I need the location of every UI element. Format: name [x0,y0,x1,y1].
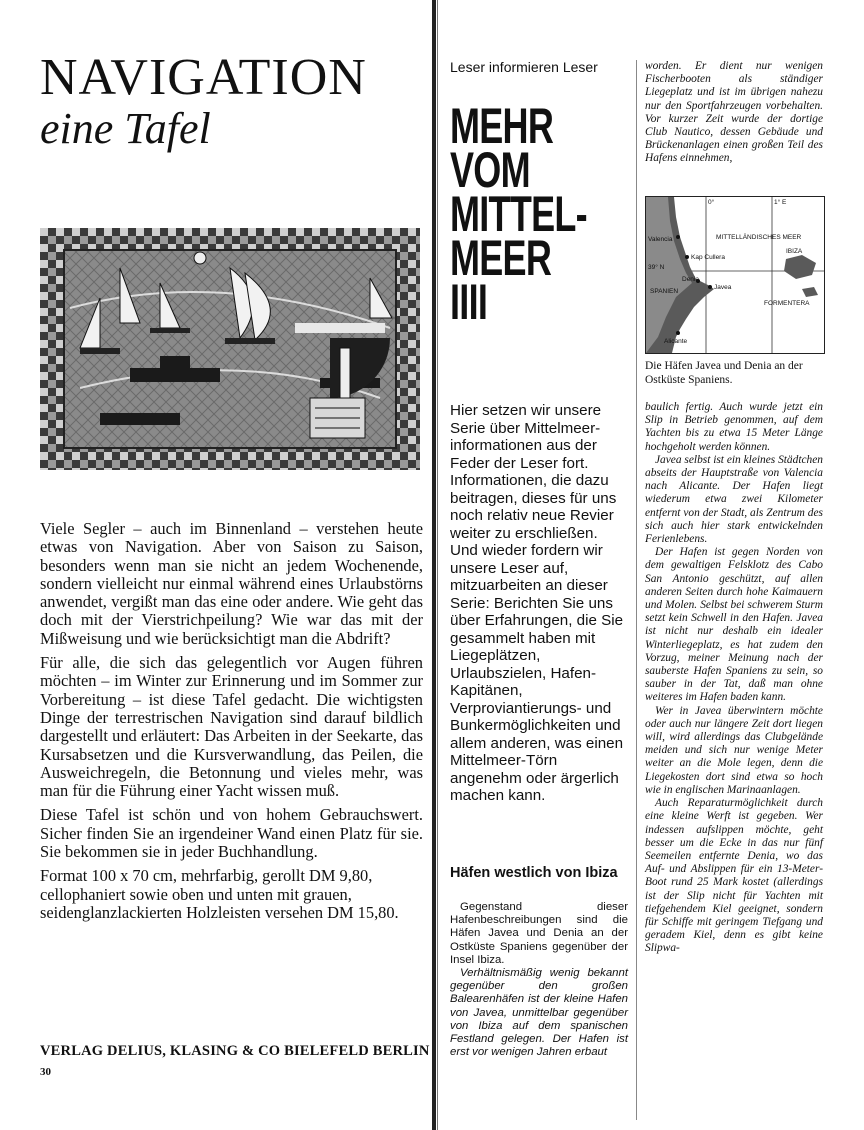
column-paragraph: Wer in Javea überwintern möchte oder auch nur längere Zeit dort liegen will, wird allerdings das Clubgelände meiden und sich nur wenige Meter weiter an die Mole legen, denn die Liegekosten dort sind etwa so hoch wie in englischen Marinaanlagen. [645,704,823,796]
map-place-label: Denia [682,276,699,283]
map-sea-label: MITTELLÄNDISCHES MEER [716,234,802,241]
map-place-label: Javea [714,284,732,291]
column-paragraph: Auch Reparaturmöglichkeit durch eine kleine Werft ist gegeben. Wer indessen aufslippen möchte, geht besser um die Ecke in das nur fünf Seemeilen entfernte Denia, wo das Auf- und Abslippen für ein 13-Meter-Boot rund 25 Mark kostet (allerdings ist der Slip nicht für Yachten mit tiefgehendem Kiel geeignet, sondern für Schiffe mit geringem Tiefgang und geradem Kiel, denn es gibt keine Slipwa- [645,797,823,955]
column-paragraph: Gegenstand dieser Hafenbeschreibungen sind die Häfen Javea und Denia an der Ostküste Spaniens gegenüber der Insel Ibiza. [450,901,628,966]
column-paragraph: Der Hafen ist gegen Norden von dem gewaltigen Felsklotz des Cabo San Antonio geschützt, auf allen anderen Seiten durch hohe Kaimauern und Molen. Selbst bei schwerem Sturm setzt kein Schwell in den Hafen. Javea ist nicht nur deshalb ein idealer Winterliegeplatz, es hat zudem den Vorzug, meiner Meinung nach der sauberste Hafen Spaniens zu sein, so sauber in der Tat, daß man ohne weiteres im Hafen baden kann. [645,546,823,704]
headline-line: MEHR [450,98,554,154]
publisher-line: VERLAG DELIUS, KLASING & CO BIELEFELD BERLIN [40,1043,430,1059]
section-kicker: Leser informieren Leser [450,59,598,75]
left-paragraph: Format 100 x 70 cm, mehrfarbig, gerollt DM 9,80, cellophaniert sowie oben und unten mit grauen, seidenglanzlackierten Holzleisten versehen DM 15,80. [40,866,399,922]
column-paragraph: Verhältnismäßig wenig bekannt gegenüber den großen Balearenhäfen ist der kleine Hafen von Javea, unmittelbar gegenüber von Ibiza auf dem spanischen Festland gelegen. Der Hafen ist erst vor wenigen Jahren erbaut [450,967,628,1059]
map-caption: Die Häfen Javea und Denia an der Ostküste Spaniens. [645,360,803,386]
headline-line: IIII [450,274,488,330]
article-headline [450,98,587,330]
article-intro: Hier setzen wir unsere Serie über Mittelmeer-informationen aus der Feder der Leser fort. Informationen, die dazu beitragen, dieses für uns noch relativ neue Revier weiter zu erschließen. Und wieder fordern wir unsere Leser auf, mitzuarbeiten an dieser Serie: Berichten Sie uns über Erfahrungen, die Sie gesammelt haben mit Liegeplätzen, Urlaubszielen, Hafen-Kapitänen, Verproviantierungs- und Bunkermöglichkeiten und allem anderen, was einen Mittelmeer-Törn angenehm oder ärgerlich machen kann. [450,402,624,804]
headline-line: VOM [450,142,530,198]
article-column-2 [450,901,628,1059]
map-illustration [646,197,824,353]
map-place-label: Valencia [648,236,673,243]
column-paragraph: Javea selbst ist ein kleines Städtchen abseits der Hauptstraße von Valencia nach Alicante. Der Hafen liegt wiederum etwa zwei Kilometer entfernt von der Stadt, als Zentrum des sich auch hier stark entwickelnden Ferienlebens. [645,453,823,546]
map-lon-1-label: 1° E [774,199,787,206]
map-lat-label: 39° N [648,264,665,271]
map-place-label: IBIZA [786,248,803,255]
article-column-3-top: worden. Er dient nur wenigen Fischerbooten als ständiger Liegeplatz und ist im übrigen nahezu nur den Sportfahrzeugen vorbehalten. Vor kurzer Zeit wurde der dortige Club Nautico, dessen Gebäude und Brückenanlagen einen großen Teil des Hafens einnehmen, [645,60,823,165]
headline-line: MEER [450,230,552,286]
poster-illustration [40,228,420,470]
left-paragraph: Diese Tafel ist schön und von hohem Gebrauchswert. Sicher finden Sie an irgendeiner Wand einen Platz für sie. Sie bekommen sie in jeder Buchhandlung. [40,805,423,862]
left-paragraph: Viele Segler – auch im Binnenland – verstehen heute etwas von Navigation. Aber von Saison zu Saison, besonders wenn man sie nicht an jedem Wochenende, sondern vielleicht nur einmal während eines Urlaubstörns anwendet, vergißt man das eine oder andere. Wie geht das doch mit der Vierstrichpeilung? Wie war das mit der Mißweisung und wie berücksichtigt man die Abdrift? [40,519,423,648]
map-country-label: SPANIEN [650,288,679,295]
map-place-label: Kap Cullera [691,254,725,261]
left-paragraph: Für alle, die sich das gelegentlich vor Augen führen möchten – im Winter zur Erinnerung und im Sommer zur Vorbereitung – ist diese Tafel gedacht. Die wichtigsten Dinge der terrestrischen Navigation sind darauf bildlich dargestellt und erläutert: Das Arbeiten in der Seekarte, das Kursabsetzen und die Kursverwandlung, das Peilen, die Ausweichregeln, die Betonnung und vieles mehr, was man für die Führung einer Yacht wissen muß. [40,653,423,801]
page-subtitle: eine Tafel [40,104,211,153]
article-column-3 [645,401,823,956]
gutter-divider [432,0,436,1130]
column-paragraph: baulich fertig. Auch wurde jetzt ein Slip in Betrieb genommen, auf dem Yachten bis zu etwa 15 Meter Länge hochgeholt werden können. [645,401,823,453]
map-place-label: FORMENTERA [764,300,810,307]
map-lon-0-label: 0° [708,199,715,206]
left-body-text [40,520,423,928]
column-rule [636,60,637,1120]
gutter-divider-inner [437,0,438,1130]
page-number: 30 [40,1066,51,1078]
section-heading: Häfen westlich von Ibiza [450,865,618,881]
map-place-label: Alicante [664,338,688,345]
navigation-poster-image [40,228,420,470]
page-title: NAVIGATION [40,49,367,106]
headline-line: MITTEL- [450,186,587,242]
map-javea-denia [645,196,825,354]
